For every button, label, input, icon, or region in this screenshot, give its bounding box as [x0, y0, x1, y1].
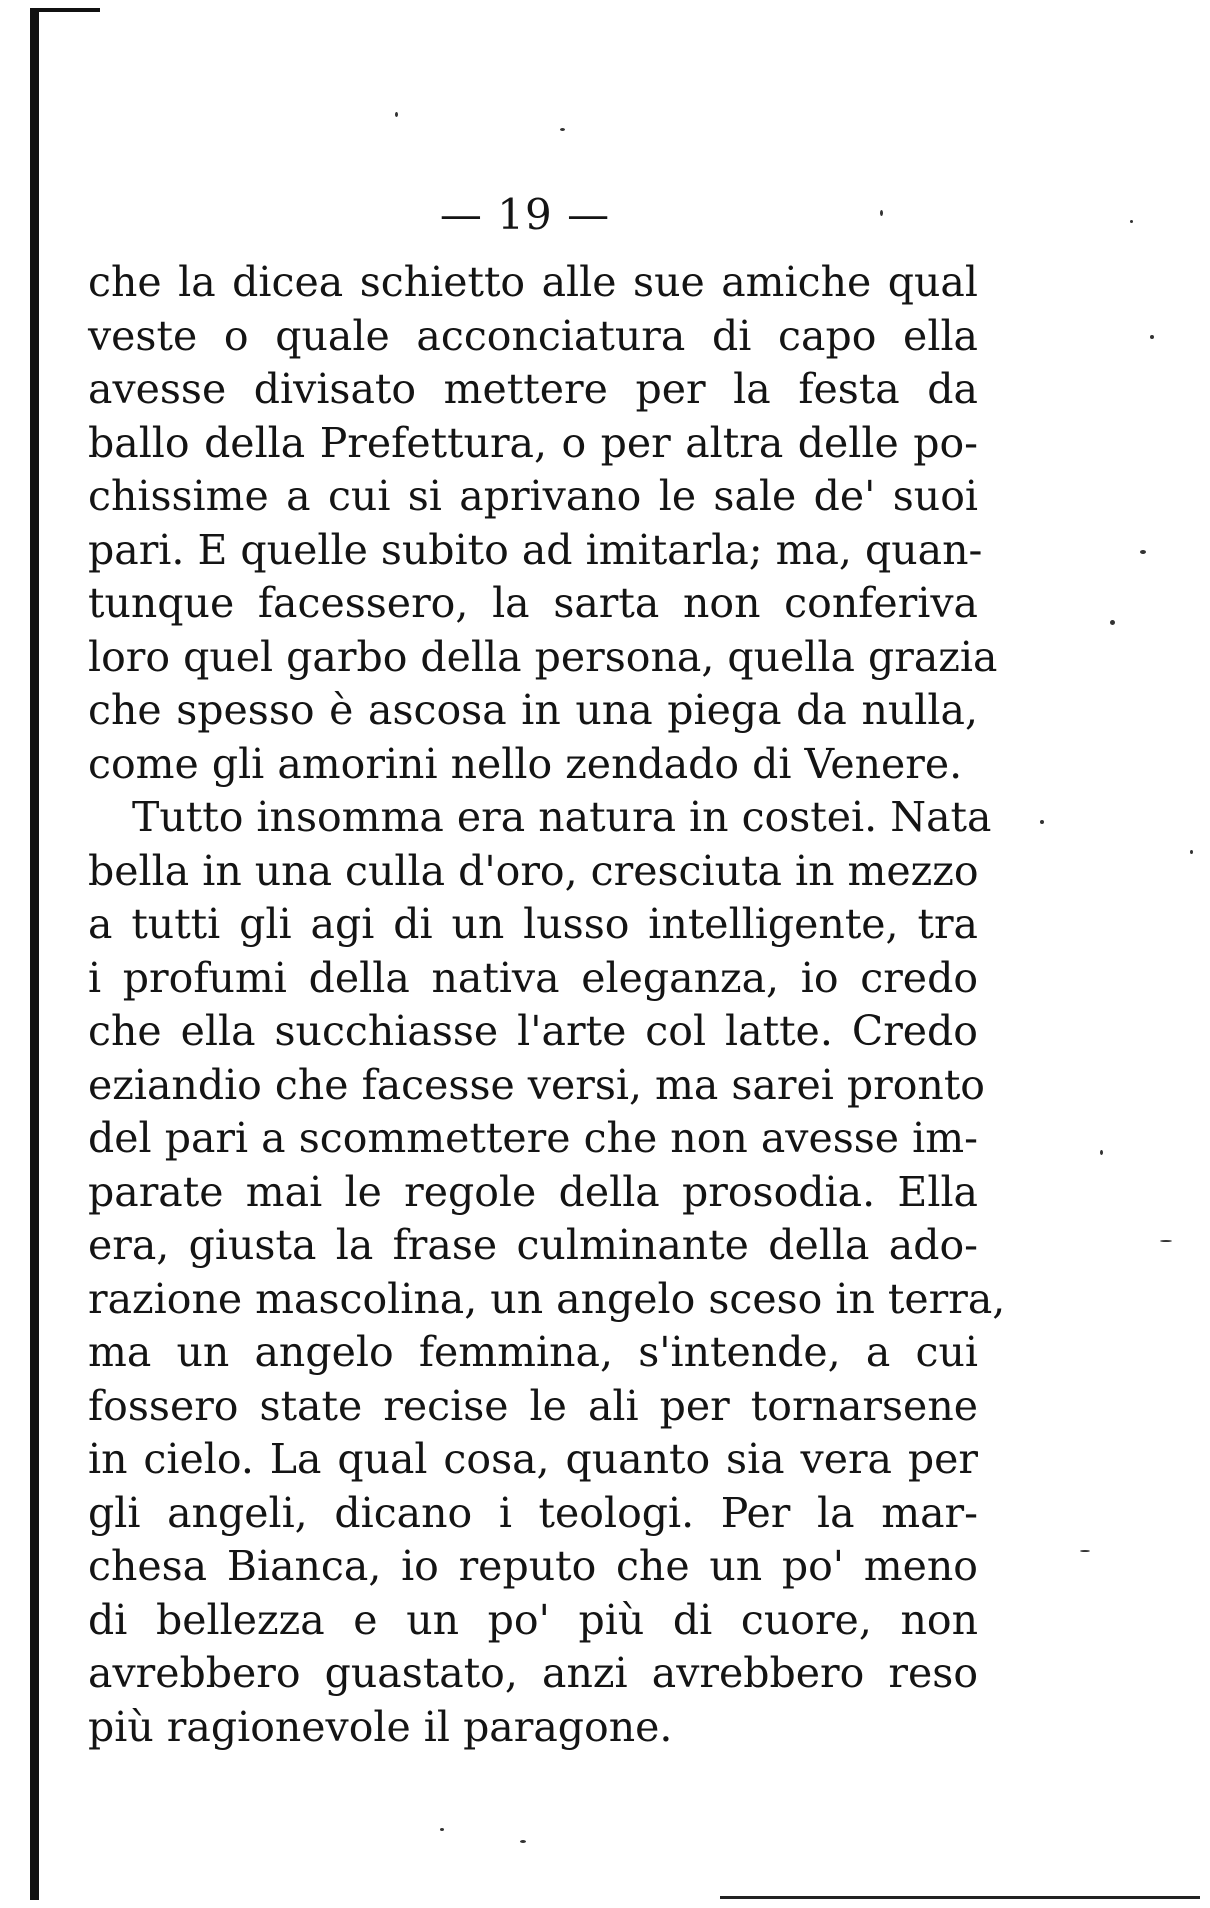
top-edge-mark	[30, 8, 100, 12]
scan-speck	[1150, 335, 1154, 339]
text-line: ballo della Prefettura, o per altra delle po-	[88, 418, 978, 467]
scan-speck	[1160, 1240, 1172, 1242]
text-line: che ella succhiasse l'arte col latte. Credo	[88, 1007, 978, 1055]
scan-speck	[1190, 850, 1193, 854]
scan-speck	[560, 128, 565, 131]
text-line: che la dicea schietto alle sue amiche qual	[88, 258, 978, 306]
bottom-edge-mark	[720, 1896, 1200, 1899]
text-line: bella in una culla d'oro, cresciuta in mezzo	[88, 846, 979, 895]
text-line: pari. E quelle subito ad imitarla; ma, quan-	[88, 525, 983, 574]
text-line: del pari a scommettere che non avesse im-	[88, 1114, 978, 1162]
scan-speck	[1040, 820, 1044, 824]
scan-speck	[1100, 1150, 1103, 1155]
text-line: ma un angelo femmina, s'intende, a cui	[88, 1328, 978, 1376]
text-line: loro quel garbo della persona, quella grazia	[88, 632, 998, 681]
text-line: avrebbero guastato, anzi avrebbero reso	[88, 1649, 978, 1697]
text-line: chissime a cui si aprivano le sale de' suoi	[88, 472, 978, 520]
text-line: a tutti gli agi di un lusso intelligente, tra	[88, 900, 978, 948]
scan-speck	[440, 1828, 444, 1831]
text-line: che spesso è ascosa in una piega da nulla,	[88, 686, 978, 734]
text-line: parate mai le regole della prosodia. Ella	[88, 1167, 978, 1216]
scan-speck	[1110, 620, 1115, 625]
text-line: avesse divisato mettere per la festa da	[88, 365, 978, 413]
scan-speck	[395, 112, 398, 117]
scan-speck	[1080, 1550, 1090, 1552]
scan-speck	[520, 1840, 526, 1843]
text-line: i profumi della nativa eleganza, io credo	[88, 953, 978, 1002]
text-line: era, giusta la frase culminante della ado-	[88, 1221, 978, 1269]
text-line: tunque facessero, la sarta non conferiva	[88, 579, 978, 627]
text-line: come gli amorini nello zendado di Venere.	[88, 739, 963, 788]
text-line: di bellezza e un po' più di cuore, non	[88, 1595, 978, 1644]
text-line: più ragionevole il paragone.	[88, 1702, 673, 1751]
text-line: veste o quale acconciatura di capo ella	[88, 311, 978, 360]
text-line: gli angeli, dicano i teologi. Per la mar-	[88, 1488, 978, 1537]
scan-speck	[1130, 220, 1133, 223]
paragraph	[88, 791, 1006, 1754]
text-line: in cielo. La qual cosa, quanto sia vera per	[88, 1435, 978, 1483]
page-number: — 19 —	[439, 190, 611, 239]
text-line: razione mascolina, un angelo sceso in terra,	[88, 1274, 1006, 1323]
body-text	[88, 256, 1006, 1754]
binding-edge	[30, 10, 39, 1900]
text-line: fossero state recise le ali per tornarsene	[88, 1381, 978, 1430]
text-line: eziandio che facesse versi, ma sarei pronto	[88, 1060, 985, 1109]
paragraph	[88, 256, 998, 791]
text-line: chesa Bianca, io reputo che un po' meno	[88, 1542, 978, 1590]
text-line: Tutto insomma era natura in costei. Nata	[132, 793, 992, 841]
scan-speck	[1140, 550, 1146, 554]
scan-speck	[880, 210, 883, 216]
